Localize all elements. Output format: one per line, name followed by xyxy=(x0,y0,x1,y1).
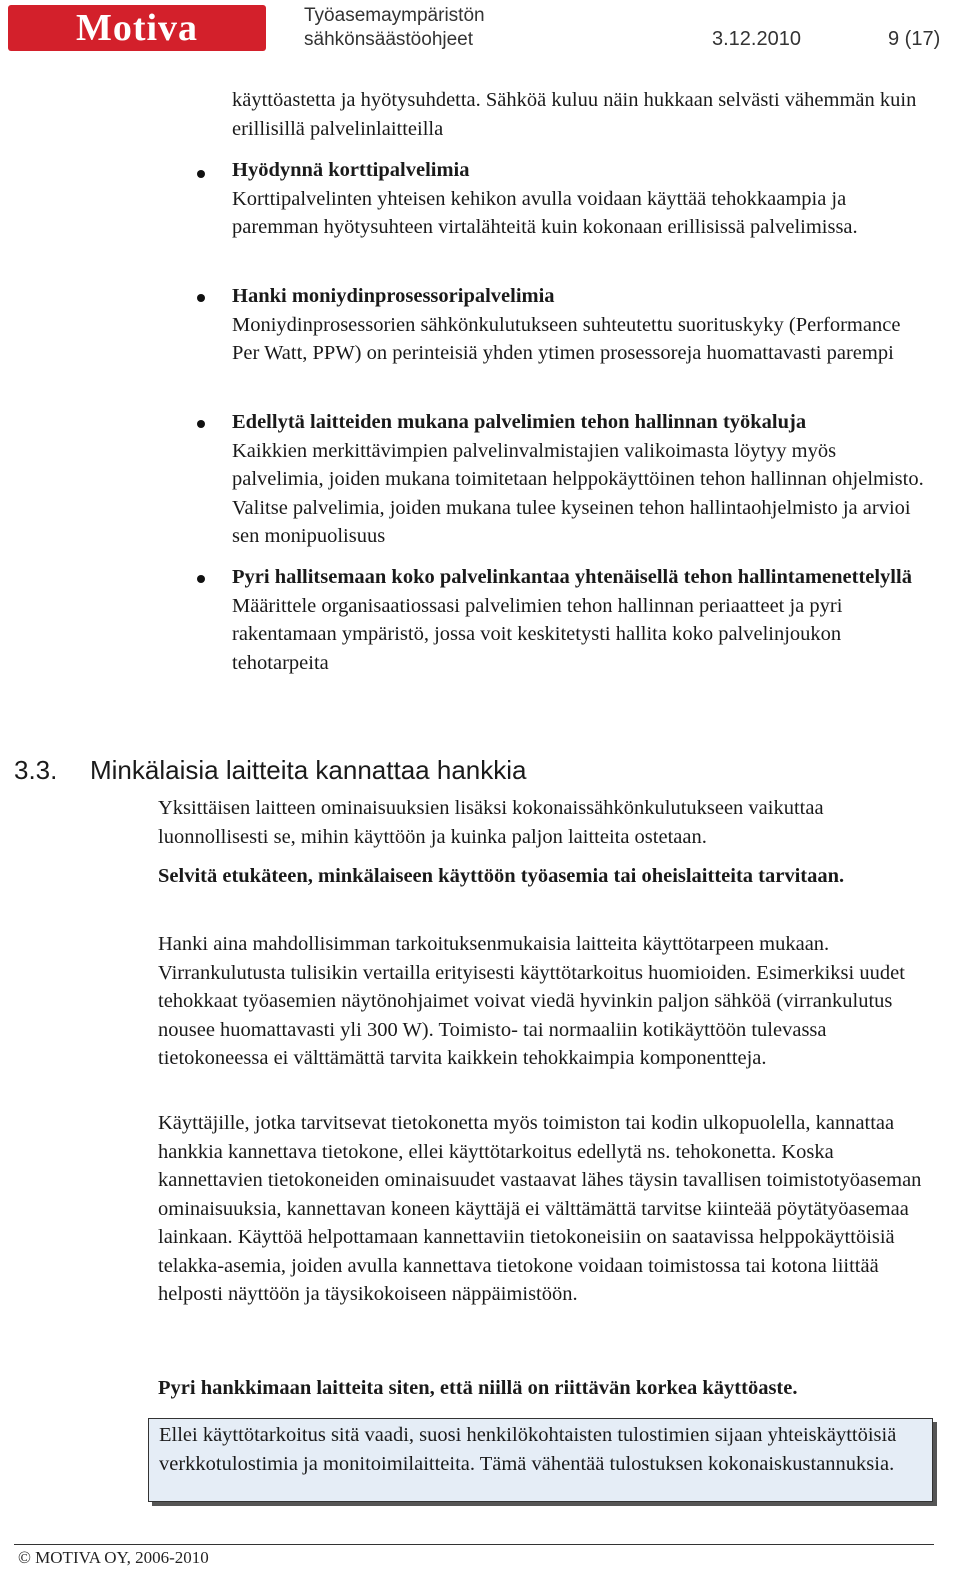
footer-copyright: © MOTIVA OY, 2006-2010 xyxy=(18,1548,209,1567)
bullet-title: Pyri hallitsemaan koko palvelinkantaa yhtenäisellä tehon hallintamenettelyllä xyxy=(232,566,912,588)
callout-box xyxy=(148,1418,933,1502)
footer-divider xyxy=(14,1544,934,1545)
document-title xyxy=(304,4,604,52)
bullet-item xyxy=(232,563,922,677)
bullet-body: Määrittele organisaatiossasi palvelimien tehon hallinnan periaatteet ja pyri rakentamaan ympäristö, jossa voit keskitetysti hallita koko palvelinjoukon tehotarpeita xyxy=(232,594,843,674)
bullet-item xyxy=(232,282,932,368)
bullet-title: Hanki moniydinprosessoripalvelimia xyxy=(232,285,555,307)
bullet-dot xyxy=(197,575,205,583)
bullet-body: Moniydinprosessorien sähkönkulutukseen suhteutettu suorituskyky (Performance Per Watt, PPW) on perinteisiä yhden ytimen prosessoreja huomattavasti parempi xyxy=(232,313,901,364)
bullet-title: Hyödynnä korttipalvelimia xyxy=(232,159,470,181)
bullet-dot xyxy=(197,420,205,428)
paragraph: Hanki aina mahdollisimman tarkoituksenmukaisia laitteita käyttötarpeen mukaan. Virrankulutusta tulisikin vertailla erityisesti käyttötarkoitus huomioiden. Esimerkiksi uudet tehokkaat työasemien näytönohjaimet voivat viedä hyvinkin paljon sähköä (virrankulutus nousee huomattavasti yli 300 W). Toimisto- tai normaaliin kotikäyttöön tulevassa tietokoneessa ei välttämättä tarvita kaikkein tehokkaimpia komponentteja. xyxy=(158,933,905,1069)
bullet-body: Kaikkien merkittävimpien palvelinvalmistajien valikoimasta löytyy myös palvelimia, joiden mukana toimitetaan helppokäyttöinen tehon hallinnan ohjelmisto. Valitse palvelimia, joiden mukana tulee kyseinen tehon hallintaohjelmisto ja arvioi sen monipuolisuus xyxy=(232,439,924,547)
callout-text: Ellei käyttötarkoitus sitä vaadi, suosi henkilökohtaisten tulostimien sijaan yhteiskäyttöisiä verkkotulostimia ja monitoimilaitteita. Tämä vähentää tulostuksen kokonaiskustannuksia. xyxy=(159,1424,897,1475)
bullet-title: Edellytä laitteiden mukana palvelimien tehon hallinnan työkaluja xyxy=(232,411,807,433)
paragraph: Yksittäisen laitteen ominaisuuksien lisäksi kokonaissähkönkulutukseen vaikuttaa luonnollisesti se, mihin käyttöön ja kuinka paljon laitteita ostetaan. xyxy=(158,797,824,848)
document-date: 3.12.2010 xyxy=(712,28,801,50)
bullet-item xyxy=(232,408,932,551)
bullet-body: Korttipalvelinten yhteisen kehikon avulla voidaan käyttää tehokkaampia ja paremman hyötysuhteen virtalähteitä kuin kokonaan erillisissä palvelimissa. xyxy=(232,187,858,238)
section-title: Minkälaisia laitteita kannattaa hankkia xyxy=(90,755,527,785)
bullet-dot xyxy=(197,170,205,178)
intro-paragraph: käyttöastetta ja hyötysuhdetta. Sähköä kuluu näin hukkaan selvästi vähemmän kuin erillisillä palvelinlaitteilla xyxy=(232,89,917,140)
motiva-logo-wordmark xyxy=(12,7,262,49)
bold-paragraph: Selvitä etukäteen, minkälaiseen käyttöön työasemia tai oheislaitteita tarvitaan. xyxy=(158,865,845,887)
document-title-line1: Työasemaympäristön xyxy=(304,5,485,26)
document-title-line2: sähkönsäästöohjeet xyxy=(304,29,474,50)
bullet-item xyxy=(232,156,932,242)
motiva-logo xyxy=(8,5,266,51)
bullet-dot xyxy=(197,294,205,302)
page-number: 9 (17) xyxy=(888,28,941,50)
bold-paragraph: Pyri hankkimaan laitteita siten, että niillä on riittävän korkea käyttöaste. xyxy=(158,1377,798,1399)
page-header xyxy=(0,0,960,62)
svg-text:Motiva: Motiva xyxy=(75,7,199,49)
section-number: 3.3. xyxy=(14,755,58,785)
paragraph: Käyttäjille, jotka tarvitsevat tietokonetta myös toimiston tai kodin ulkopuolella, kannattaa hankkia kannettava tietokone, ellei käyttötarkoitus edellytä ns. tehokonetta. Koska kannettavien tietokoneiden ominaisuudet vastaavat lähes täysin tavallisen toimistotyöaseman ominaisuuksia, kannettavan koneen käyttäjä ei välttämättä tarvitse kiinteää pöytätyöasemaa lainkaan. Käyttöä helpottamaan kannettaviin tietokoneisiin on saatavissa helppokäyttöisiä telakka-asemia, joiden avulla kannettava tietokone voidaan toimistossa tai kotona liittää helposti näyttöön ja täysikokoiseen näppäimistöön. xyxy=(158,1112,922,1305)
